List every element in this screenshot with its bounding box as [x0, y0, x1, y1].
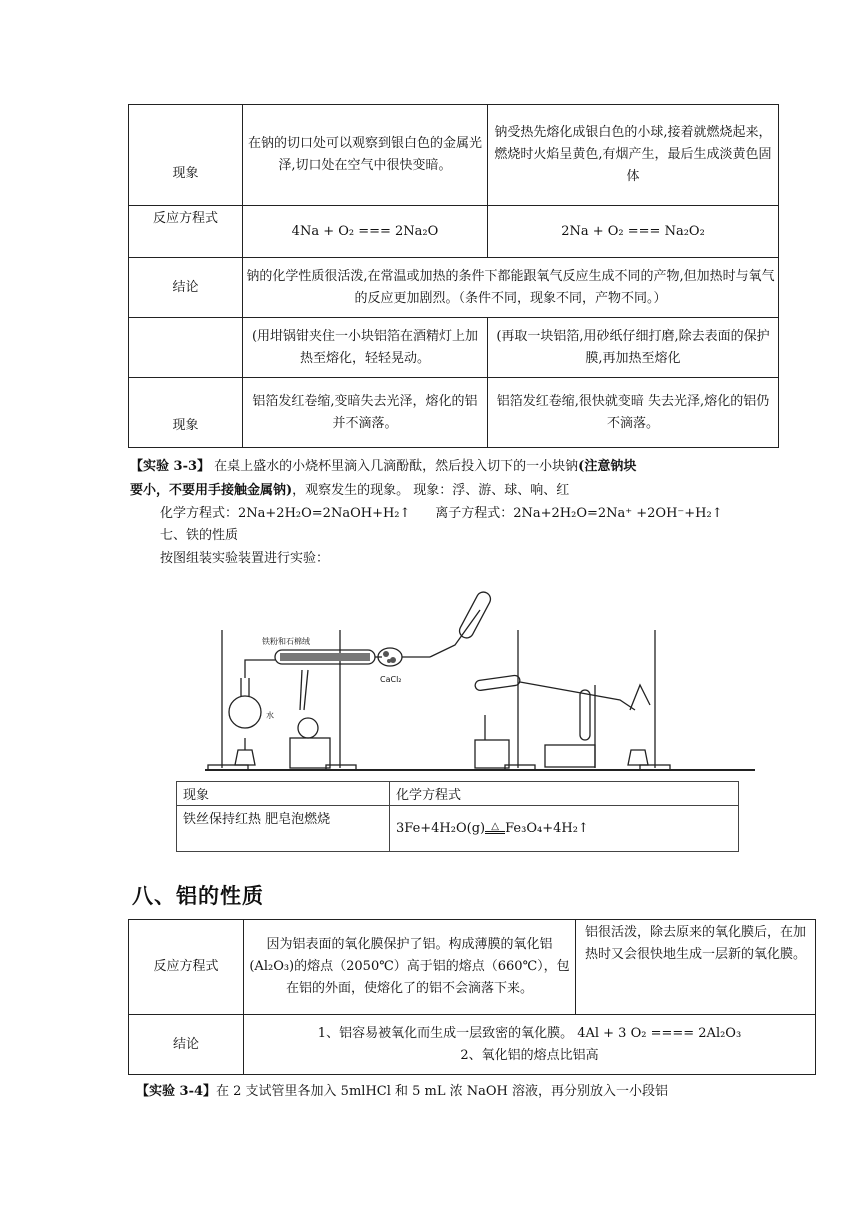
al-oxide-explanation: 因为铝表面的氧化膜保护了铝。构成薄膜的氧化铝(Al₂O₃)的熔点（2050℃）高于铝的熔点（660℃），包在铝的外面，使熔化了的铝不会滴落下来。 [244, 920, 576, 1015]
row-label-equation: 反应方程式 [129, 206, 243, 258]
exp33-line2: 要小，不要用手接触金属钠)，观察发生的现象。 现象：浮、游、球、响、红 [130, 483, 570, 498]
equation-na2o2: 2Na + O₂ === Na₂O₂ [488, 206, 779, 258]
row-label-phenomenon: 现象 [129, 105, 243, 206]
fig-label-water: 水 [266, 711, 274, 720]
iron-table [176, 781, 739, 852]
row-label-phenomenon-2: 现象 [129, 378, 243, 448]
al-row-label-equation: 反应方程式 [129, 920, 244, 1015]
sodium-conclusion: 钠的化学性质很活泼,在常温或加热的条件下都能跟氧气反应生成不同的产物,但加热时与氧气的反应更加剧烈。（条件不同，现象不同，产物不同。） [243, 258, 779, 318]
al-foil-procedure-1: (用坩锅钳夹住一小块铝箔在酒精灯上加热至熔化，轻轻晃动。 [243, 318, 488, 378]
equation-na2o: 4Na + O₂ === 2Na₂O [243, 206, 488, 258]
burning-observation: 钠受热先熔化成银白色的小球,接着就燃烧起来，燃烧时火焰呈黄色,有烟产生，最后生成淡黄色固体 [488, 105, 779, 206]
al-foil-procedure-2: (再取一块铝箔,用砂纸仔细打磨,除去表面的保护膜,再加热至熔化 [488, 318, 779, 378]
iron-col-equation: 化学方程式 [390, 782, 739, 806]
exp33-equations: 化学方程式：2Na+2H₂O=2NaOH+H₂↑ 离子方程式：2Na+2H₂O=2Na⁺ +2OH⁻+H₂↑ [160, 506, 723, 521]
al-row-label-conclusion: 结论 [129, 1015, 244, 1075]
iron-col-phenomenon: 现象 [177, 782, 390, 806]
al-conclusion-2: 2、氧化铝的熔点比铝高 [460, 1047, 599, 1063]
aluminum-table [128, 919, 816, 1075]
row-label-conclusion: 结论 [129, 258, 243, 318]
iron-phenomenon: 铁丝保持红热 肥皂泡燃烧 [177, 806, 390, 852]
iron-instruction: 按图组装实验装置进行实验： [160, 551, 330, 566]
iron-steam-apparatus [200, 590, 760, 780]
fig-label-cacl2: CaCl₂ [380, 675, 402, 684]
al-reactivity: 铝很活泼，除去原来的氧化膜后，在加热时又会很快地生成一层新的氧化膜。 [576, 920, 816, 1015]
al-foil-result-1: 铝箔发红卷缩,变暗失去光泽，熔化的铝并不滴落。 [243, 378, 488, 448]
al-foil-result-2: 铝箔发红卷缩,很快就变暗 失去光泽,熔化的铝仍不滴落。 [488, 378, 779, 448]
fig-label-iron: 铁粉和石棉绒 [262, 637, 310, 646]
al-conclusion-1: 1、铝容易被氧化而生成一层致密的氧化膜。 4Al + 3 O₂ ==== 2Al₂O₃ [317, 1025, 742, 1041]
cut-surface-observation: 在钠的切口处可以观察到银白色的金属光泽,切口处在空气中很快变暗。 [243, 105, 488, 206]
iron-heading: 七、铁的性质 [160, 528, 239, 543]
row-label-empty [129, 318, 243, 378]
sodium-table [128, 104, 779, 448]
al-heading: 八、铝的性质 [132, 884, 264, 908]
iron-equation: 3Fe+4H₂O(g) △ Fe₃O₄+4H₂↑ [390, 806, 739, 852]
al-conclusion [244, 1015, 816, 1075]
exp33-line1: 【实验 3-3】 在桌上盛水的小烧杯里滴入几滴酚酞，然后投入切下的一小块钠(注意钠块 [130, 459, 637, 474]
exp34-line: 【实验 3-4】在 2 支试管里各加入 5mlHCl 和 5 mL 浓 NaOH 溶液，再分别放入一小段铝 [136, 1084, 669, 1099]
